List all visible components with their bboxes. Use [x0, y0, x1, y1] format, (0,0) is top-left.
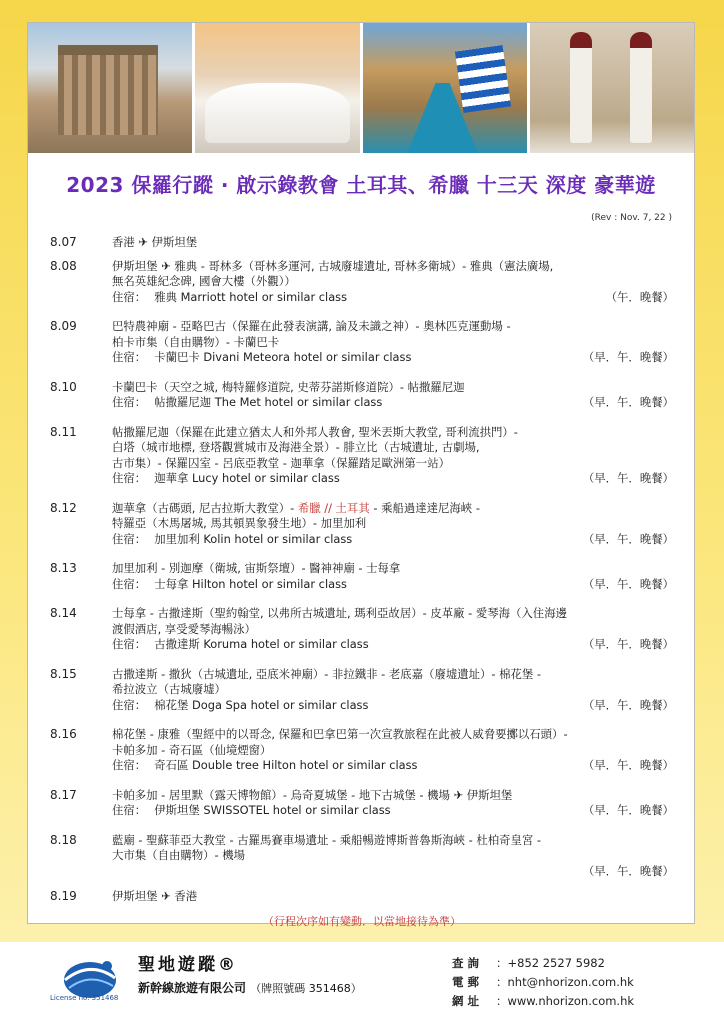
- title-row: [28, 169, 694, 198]
- day-body: [112, 425, 674, 487]
- corinth-canal-photo: [363, 23, 527, 153]
- hotel-name: 士每拿 Hilton hotel or similar class: [154, 576, 347, 591]
- stay-row: [112, 290, 674, 306]
- contact-label: 查詢: [452, 956, 483, 970]
- revision-label: (Rev : Nov. 7, 22 ): [591, 213, 672, 223]
- ephesus-library-photo: [28, 23, 192, 153]
- day-date: 8.10: [50, 379, 77, 394]
- meals-included: （早．午．晚餐）: [582, 803, 674, 817]
- meals-included: （早．午．晚餐）: [582, 637, 674, 651]
- contact-block: [452, 954, 634, 1011]
- day-body: [112, 235, 674, 251]
- day-body: [112, 561, 674, 592]
- itinerary-list: [50, 235, 674, 929]
- day-date: 8.16: [50, 727, 77, 741]
- day-date: 8.08: [50, 258, 77, 273]
- stay-row: [112, 758, 674, 774]
- stay-row: [112, 864, 674, 880]
- contact-line: [452, 954, 634, 973]
- stay-label: 住宿：: [112, 471, 147, 485]
- day-route: 卡帕多加 - 居里默（露天博物館）- 烏奇夏城堡 - 地下古城堡 - 機場 ✈ 伊斯坦堡: [112, 787, 513, 802]
- accommodation: [112, 803, 391, 819]
- contact-value: ：nht@nhorizon.com.hk: [496, 975, 634, 989]
- day-date: 8.13: [50, 561, 77, 575]
- day-body: [112, 727, 674, 774]
- itinerary-day: [50, 833, 674, 880]
- hotel-name: 古撒達斯 Koruma hotel or similar class: [154, 637, 369, 651]
- stay-label: 住宿：: [112, 637, 147, 651]
- route-part: 迦華拿（古碼頭, 尼古拉斯大教堂）-: [112, 500, 298, 515]
- itinerary-day: [50, 606, 674, 653]
- hotel-name: 帖撒羅尼迦 The Met hotel or similar class: [154, 395, 383, 409]
- day-date: 8.07: [50, 235, 77, 249]
- day-route: [112, 501, 674, 532]
- stay-row: [112, 577, 674, 593]
- contact-label: 電郵: [452, 975, 483, 989]
- stay-label: 住宿：: [112, 395, 147, 409]
- company-line: [138, 979, 362, 996]
- page-title: 2023 保羅行蹤 · 啟示錄教會 土耳其、希臘 十三天 深度 豪華遊: [66, 173, 656, 197]
- stay-row: [112, 350, 674, 366]
- day-body: [112, 889, 674, 905]
- evzone-guards-photo: [530, 23, 694, 153]
- day-body: [112, 380, 674, 411]
- itinerary-day: [50, 788, 674, 819]
- accommodation: [112, 577, 347, 593]
- itinerary-day: [50, 561, 674, 592]
- itinerary-day: [50, 380, 674, 411]
- photo-strip: [28, 23, 694, 153]
- hotel-name: 雅典 Marriott hotel or similar class: [154, 289, 348, 304]
- footer: [0, 942, 724, 1024]
- contact-value: ：+852 2527 5982: [496, 956, 605, 970]
- day-route: 帖撒羅尼迦（保羅在此建立猶太人和外邦人教會, 聖米丟斯大教堂, 哥利流拱門）- 白塔（城市地標, 登塔觀賞城市及海港全景）- 腓立比（古城遺址, 古劇場, 古市集）- 保羅囚室 - 呂底亞教堂 - 迦華拿（保羅踏足歐洲第一站）: [112, 424, 518, 470]
- accommodation: [112, 471, 340, 487]
- hotel-name: 卡蘭巴卡 Divani Meteora hotel or similar class: [154, 350, 412, 364]
- day-date: 8.18: [50, 832, 77, 847]
- license-small: License no. 351468: [50, 994, 119, 1002]
- brand-name: 聖地遊蹤®: [138, 955, 238, 975]
- itinerary-day: [50, 235, 674, 251]
- stay-label: 住宿：: [112, 289, 147, 304]
- itinerary-sheet: [27, 22, 695, 928]
- day-date: 8.09: [50, 319, 77, 333]
- contact-value: ：www.nhorizon.com.hk: [496, 994, 635, 1008]
- day-body: [112, 667, 674, 714]
- stay-row: [112, 637, 674, 653]
- meals-included: （早．午．晚餐）: [582, 531, 674, 546]
- accommodation: [112, 350, 411, 366]
- stay-row: [112, 803, 674, 819]
- accommodation: [112, 698, 368, 714]
- stay-row: [112, 698, 674, 714]
- day-route: 棉花堡 - 康雅（聖經中的以哥念, 保羅和巴拿巴第一次宣教旅程在此被人威脅要擲以石頭）- 卡帕多加 - 奇石區（仙境煙窗）: [112, 727, 568, 757]
- meals-included: （早．午．晚餐）: [582, 697, 674, 712]
- day-date: 8.12: [50, 500, 77, 515]
- day-route: 香港 ✈ 伊斯坦堡: [112, 235, 198, 249]
- stay-label: 住宿：: [112, 576, 147, 591]
- day-route: 士每拿 - 古撒達斯（聖約翰堂, 以弗所古城遺址, 瑪利亞故居）- 皮革廠 - 愛琴海（入住海邊 渡假酒店, 享受愛琴海暢泳）: [112, 606, 567, 636]
- meals-included: （早．午．晚餐）: [582, 471, 674, 485]
- day-route: 卡蘭巴卡（天空之城, 梅特羅修道院, 史蒂芬諾斯修道院）- 帖撒羅尼迦: [112, 379, 465, 394]
- stay-label: 住宿：: [112, 697, 147, 712]
- day-date: 8.19: [50, 889, 77, 903]
- itinerary-day: [50, 889, 674, 905]
- hotel-name: 棉花堡 Doga Spa hotel or similar class: [154, 697, 369, 712]
- day-route: 巴特農神廟 - 亞略巴古（保羅在此發表演講, 論及未識之神）- 奧林匹克運動場 - 柏卡市集（自由購物）- 卡蘭巴卡: [112, 319, 511, 349]
- day-body: [112, 259, 674, 306]
- contact-label: 網址: [452, 994, 483, 1008]
- border-crossing-highlight: 希臘 // 土耳其: [297, 500, 370, 515]
- day-route: 藍廟 - 聖蘇菲亞大教堂 - 古羅馬賽車場遺址 - 乘船暢遊博斯普魯斯海峽 - 杜柏奇皇宮 - 大市集（自由購物）- 機場: [112, 832, 542, 862]
- meals-included: （午．晚餐）: [605, 289, 674, 304]
- itinerary-day: [50, 727, 674, 774]
- day-route: 古撒達斯 - 撒狄（古城遺址, 亞底米神廟）- 非拉鐵非 - 老底嘉（廢墟遺址）- 棉花堡 - 希拉波立（古城廢墟）: [112, 666, 542, 696]
- meals-included: （早．午．晚餐）: [582, 395, 674, 409]
- license-number: （牌照號碼 351468）: [250, 982, 362, 995]
- accommodation: [112, 637, 369, 653]
- day-body: [112, 606, 674, 653]
- stay-label: 住宿：: [112, 350, 147, 364]
- accommodation: [112, 290, 347, 306]
- schedule-note: （行程次序如有變動．以當地接待為準）: [263, 914, 461, 928]
- accommodation: [112, 395, 382, 411]
- stay-row: [112, 471, 674, 487]
- pamukkale-terraces-photo: [195, 23, 359, 153]
- meals-included: （早．午．晚餐）: [582, 863, 674, 878]
- stay-label: 住宿：: [112, 531, 147, 546]
- company-name: 新幹線旅遊有限公司: [138, 981, 247, 995]
- itinerary-day: [50, 259, 674, 306]
- day-date: 8.15: [50, 666, 77, 681]
- day-body: [112, 319, 674, 366]
- itinerary-day: [50, 501, 674, 548]
- day-route: 伊斯坦堡 ✈ 香港: [112, 889, 198, 903]
- hotel-name: 奇石區 Double tree Hilton hotel or similar class: [154, 758, 418, 772]
- day-date: 8.14: [50, 606, 77, 620]
- stay-row: [112, 395, 674, 411]
- accommodation: [112, 758, 417, 774]
- stay-row: [112, 532, 674, 548]
- day-route: 加里加利 - 別迦摩（衛城, 宙斯祭壇）- 醫神神廟 - 士每拿: [112, 561, 401, 575]
- meals-included: （早．午．晚餐）: [582, 758, 674, 772]
- meals-included: （早．午．晚餐）: [582, 576, 674, 591]
- hotel-name: 伊斯坦堡 SWISSOTEL hotel or similar class: [154, 803, 391, 817]
- meals-included: （早．午．晚餐）: [582, 350, 674, 364]
- route-part: - 乘船過達達尼海峽 - 特羅亞（木馬屠城, 馬其頓異象發生地）- 加里加利: [112, 500, 480, 530]
- itinerary-day: [50, 319, 674, 366]
- accommodation: [112, 532, 352, 548]
- hotel-name: 加里加利 Kolin hotel or similar class: [154, 531, 353, 546]
- day-route: 伊斯坦堡 ✈ 雅典 - 哥林多（哥林多運河, 古城廢墟遺址, 哥林多衛城）- 雅典（憲法廣場, 無名英雄紀念碑, 國會大樓（外觀））: [112, 258, 554, 288]
- itinerary-day: [50, 425, 674, 487]
- contact-line: [452, 992, 634, 1011]
- stay-label: 住宿：: [112, 758, 147, 772]
- stay-label: 住宿：: [112, 803, 147, 817]
- hotel-name: 迦華拿 Lucy hotel or similar class: [154, 471, 340, 485]
- itinerary-day: [50, 667, 674, 714]
- contact-line: [452, 973, 634, 992]
- day-date: 8.17: [50, 787, 77, 802]
- day-body: [112, 501, 674, 548]
- day-body: [112, 788, 674, 819]
- day-date: 8.11: [50, 424, 77, 439]
- day-body: [112, 833, 674, 880]
